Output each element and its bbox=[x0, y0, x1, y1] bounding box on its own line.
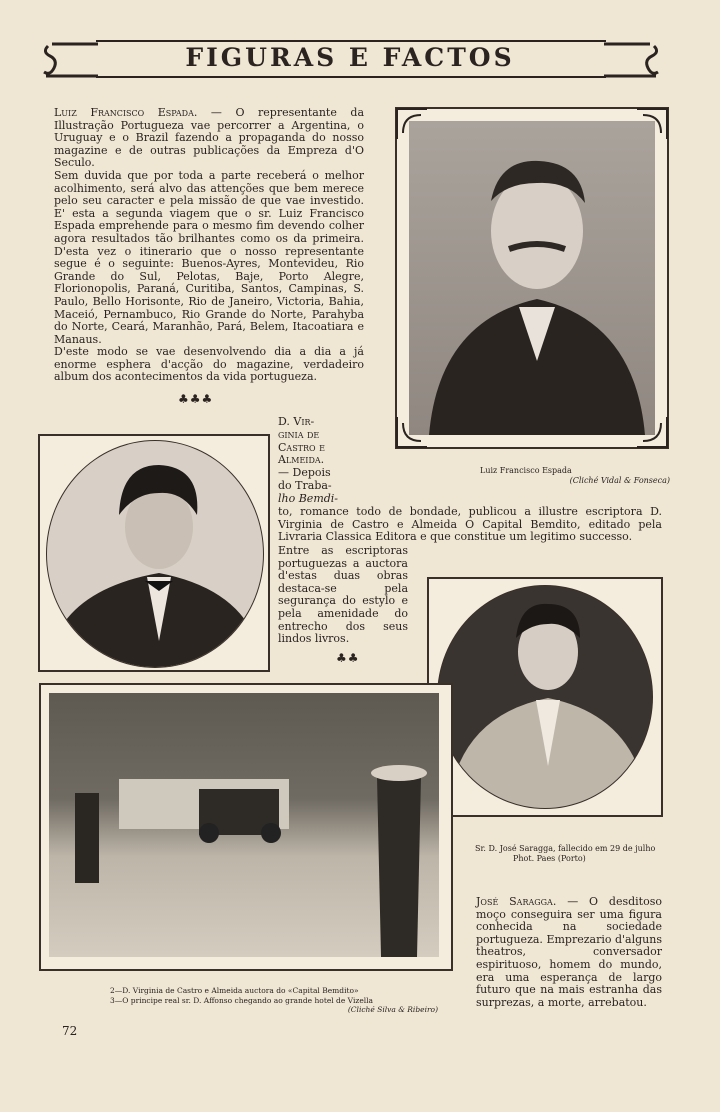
frame-corner-ornament-icon bbox=[395, 107, 429, 141]
photo-frame-espada bbox=[395, 107, 669, 449]
header-banner bbox=[40, 34, 662, 86]
article-virginia-p2: Entre as escriptoras portuguezas a auctora d'estas duas obras destaca-se pela segurança do estylo e pela amenidade do entrecho dos seus lindos livros. bbox=[278, 544, 408, 646]
caption-street: 2—D. Virginia de Castro e Almeida auctora do «Capital Bemdito» 3—O principe real sr. D. Affonso chegando ao grande hotel de Vizella (Cliché Silva & Ribeiro) bbox=[110, 986, 438, 1014]
photo-frame-saragga bbox=[427, 577, 663, 817]
article-virginia-head: D. Vir- ginia de Castro e Almeida. — Depois do Traba- lho Bemdi- bbox=[278, 415, 339, 505]
portrait-man-icon bbox=[409, 121, 655, 435]
caption-espada: Luiz Francisco Espada (Cliché Vidal & Fonseca) bbox=[480, 466, 670, 485]
frame-corner-ornament-icon bbox=[635, 415, 669, 449]
scroll-ornament-right-icon bbox=[602, 38, 662, 82]
page-title: FIGURAS E FACTOS bbox=[185, 43, 515, 72]
photo-saragga bbox=[437, 585, 653, 809]
frame-corner-ornament-icon bbox=[635, 107, 669, 141]
article-espada-p3: D'este modo se vae desenvolvendo dia a dia a já enorme esphera d'acção do magazine, verdadeiro album dos acontecimentos da vida portugueza. bbox=[54, 345, 364, 384]
article-espada bbox=[54, 107, 364, 384]
scroll-ornament-left-icon bbox=[40, 38, 100, 82]
article-saragga: José Saragga. — O desditoso moço conseguira ser uma figura conhecida na sociedade portugueza. Emprezario d'alguns theatros, conversador espirituoso, homem do mundo, era uma esperança de largo futuro que na mais estranha das surprezas, a morte, arrebatou. bbox=[476, 895, 662, 1009]
photo-virginia bbox=[46, 440, 264, 668]
photo-espada bbox=[409, 121, 655, 435]
fleuron-divider: ♣♣♣ bbox=[178, 392, 214, 406]
page-number: 72 bbox=[62, 1024, 78, 1038]
photo-frame-street bbox=[39, 683, 453, 971]
banner-rule-top bbox=[96, 40, 606, 42]
photo-street-scene bbox=[49, 693, 439, 957]
portrait-woman-icon bbox=[47, 441, 263, 667]
fleuron-divider-small: ♣♣ bbox=[336, 651, 360, 665]
article-espada-p1: Luiz Francisco Espada. — O representante da Illustração Portugueza vae percorrer a Argentina, o Uruguay e o Brazil fazendo a propaganda do nosso magazine e de outras publicações da Empreza d'O Seculo. bbox=[54, 106, 364, 170]
banner-rule-bottom bbox=[96, 76, 606, 78]
street-scene-icon bbox=[49, 693, 439, 957]
caption-saragga: Sr. D. José Saragga, fallecido em 29 de julho Phot. Paes (Porto) bbox=[475, 844, 656, 863]
frame-corner-ornament-icon bbox=[395, 415, 429, 449]
article-virginia-p1: to, romance todo de bondade, publicou a illustre escriptora D. Virginia de Castro e Almeida O Capital Bemdito, editado pela Livraria Classica Editora e que constitue um legitimo successo. bbox=[278, 505, 662, 544]
portrait-young-man-icon bbox=[438, 586, 652, 808]
photo-frame-virginia bbox=[38, 434, 270, 672]
article-espada-p2: Sem duvida que por toda a parte receberá o melhor acolhimento, será alvo das attenções que bem merece pelo seu caracter e pela missão de que vae investido. E' esta a segunda viagem que o sr. Luiz Francisco Espada emprehende para o mesmo fim devendo colher agora resultados tão brilhantes como os da primeira. D'esta vez o itinerario que o nosso representante segue é o seguinte: Buenos-Ayres, Montevideu, Rio Grande do Sul, Pelotas, Baje, Porto Alegre, Florionopolis, Paraná, Curitiba, Santos, Campinas, S. Paulo, Bello Horisonte, Rio de Janeiro, Victoria, Bahia, Maceió, Pernambuco, Rio Grande do Norte, Parahyba do Norte, Ceará, Maranhão, Pará, Belem, Itacoatiara e Manaus. bbox=[54, 168, 364, 346]
